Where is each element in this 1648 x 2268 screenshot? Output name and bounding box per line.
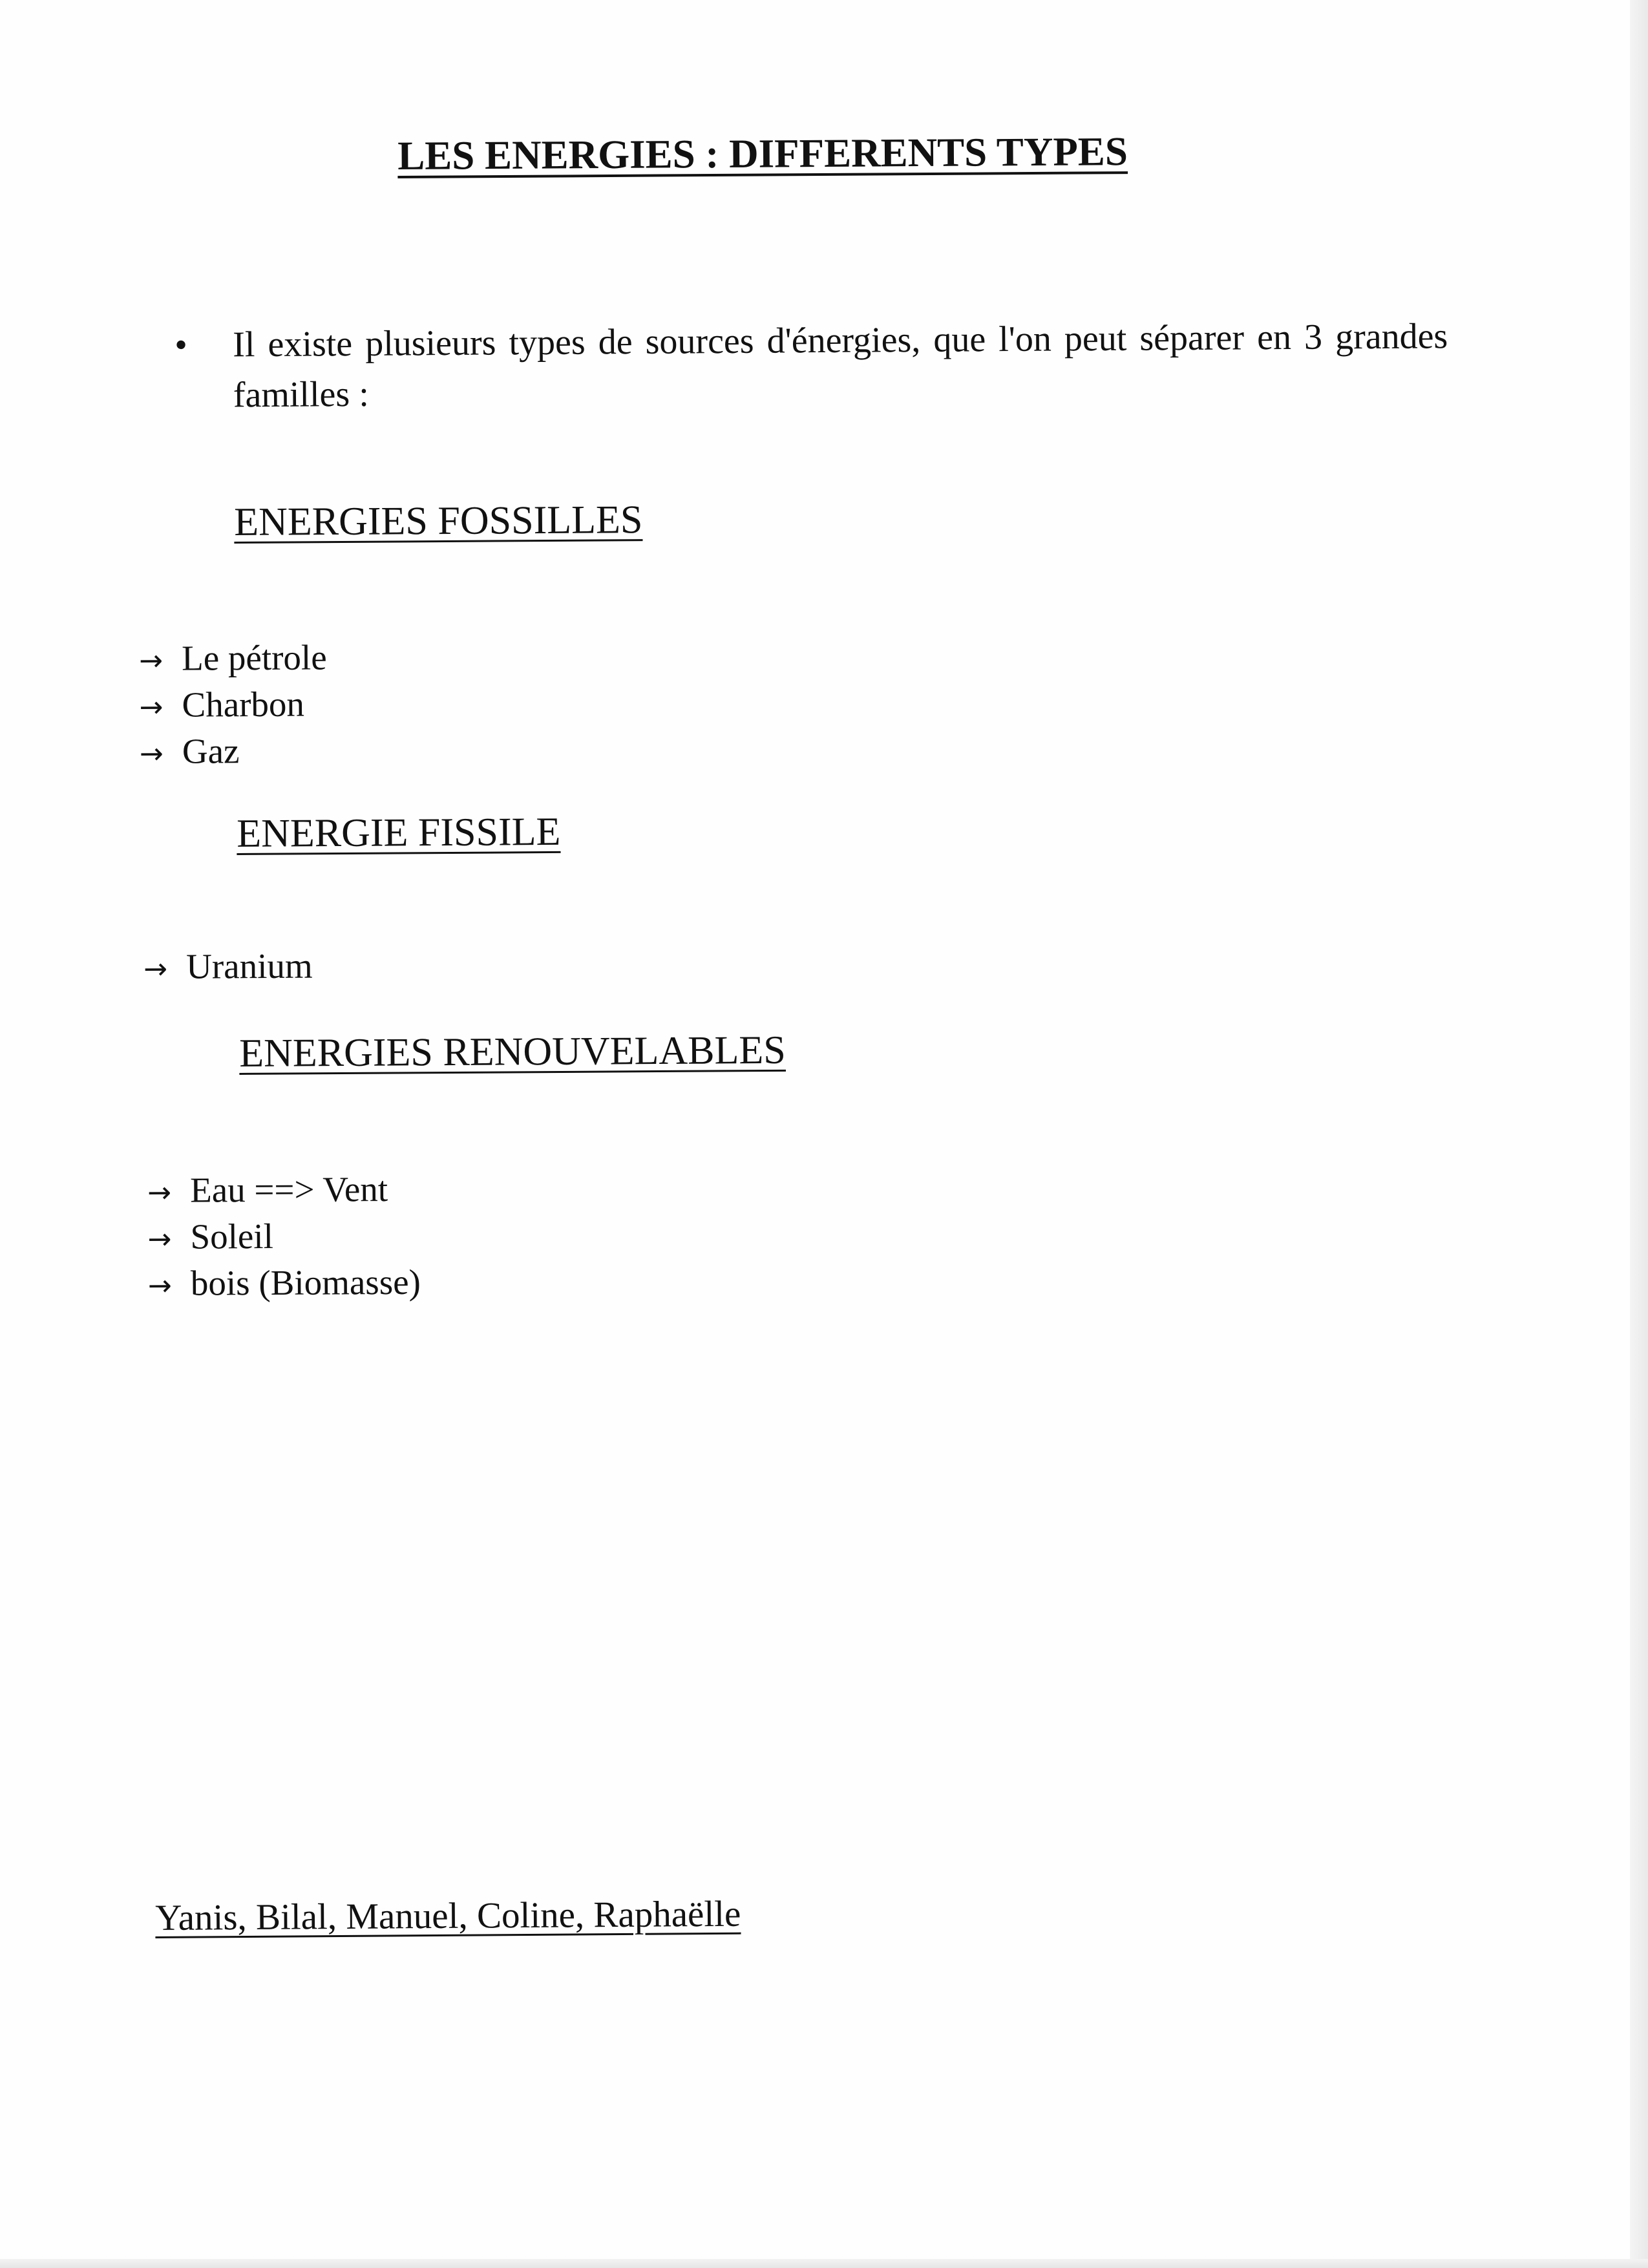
- list-item-label: Le pétrole: [182, 637, 327, 678]
- intro-text: Il existe plusieurs types de sources d'énergies, que l'on peut séparer en 3 grandes familles :: [233, 316, 1448, 416]
- list-item: [143, 944, 313, 991]
- arrow-right-icon: →: [143, 952, 168, 986]
- list-item-label: bois (Biomasse): [190, 1262, 421, 1303]
- list-item-label: Uranium: [186, 946, 313, 986]
- list-fossiles: [139, 635, 328, 776]
- list-item-label: Eau ==> Vent: [190, 1169, 388, 1210]
- authors-line: Yanis, Bilal, Manuel, Coline, Raphaëlle: [155, 1893, 741, 1938]
- bullet-icon: •: [174, 324, 188, 365]
- section-heading-fissile: ENERGIE FISSILE: [237, 809, 561, 856]
- arrow-right-icon: →: [139, 644, 164, 677]
- list-renouvelables: [147, 1167, 421, 1308]
- arrow-right-icon: →: [139, 690, 164, 724]
- document-title: LES ENERGIES : DIFFERENTS TYPES: [397, 129, 1128, 178]
- arrow-right-icon: →: [139, 737, 164, 770]
- arrow-right-icon: →: [147, 1176, 172, 1209]
- list-item: [148, 1260, 421, 1308]
- section-heading-fossiles: ENERGIES FOSSILLES: [234, 498, 643, 544]
- list-fissile: [143, 944, 313, 991]
- arrow-right-icon: →: [147, 1222, 172, 1256]
- scan-bottom-edge: [0, 2259, 1648, 2268]
- list-item: [147, 1214, 420, 1262]
- list-item: [139, 635, 327, 683]
- intro-paragraph: [174, 311, 1461, 416]
- list-item: [140, 728, 328, 776]
- scan-right-edge: [1630, 0, 1648, 2268]
- list-item-label: Soleil: [190, 1216, 274, 1256]
- list-item-label: Charbon: [182, 684, 305, 725]
- section-heading-renouvelables: ENERGIES RENOUVELABLES: [239, 1028, 786, 1076]
- list-item: [147, 1167, 420, 1215]
- list-item-label: Gaz: [182, 731, 240, 771]
- list-item: [139, 682, 327, 730]
- arrow-right-icon: →: [147, 1269, 172, 1302]
